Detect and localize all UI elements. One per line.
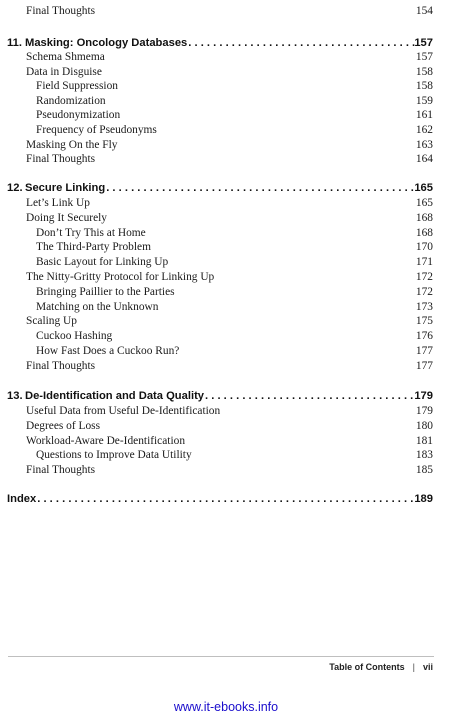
toc-entry-title: The Third-Party Problem (36, 241, 151, 254)
toc-entry-title: How Fast Does a Cuckoo Run? (36, 345, 180, 357)
toc-entry-title: Scaling Up (26, 315, 77, 328)
toc-entry-page: 189 (414, 493, 433, 505)
toc-entry[interactable] (0, 359, 452, 373)
site-link[interactable]: www.it-ebooks.info (173, 700, 279, 714)
toc-entry-page: 163 (415, 138, 433, 151)
toc-entry-page: 170 (415, 241, 433, 254)
toc-chapter[interactable] (0, 389, 452, 403)
chapter-title: Index (7, 493, 37, 505)
toc-entry[interactable] (0, 434, 452, 448)
toc-entry-title: Final Thoughts (26, 5, 96, 17)
chapter-title: Masking: Oncology Databases (25, 37, 188, 49)
page-footer (329, 662, 433, 672)
toc-entry[interactable] (0, 226, 452, 240)
toc-entry-page: 172 (415, 285, 433, 298)
toc-entry-page: 158 (415, 65, 433, 78)
toc-entry-page: 161 (415, 109, 433, 122)
dot-leader (106, 181, 416, 195)
toc-entry-title: Basic Layout for Linking Up (36, 256, 169, 269)
toc-entry-title: Questions to Improve Data Utility (36, 449, 192, 462)
toc-entry-page: 179 (415, 405, 433, 417)
toc-entry-title: Cuckoo Hashing (36, 330, 113, 343)
toc-entry-title: Frequency of Pseudonyms (36, 124, 157, 136)
toc-entry[interactable] (0, 240, 452, 254)
chapter-title: Secure Linking (25, 182, 106, 194)
toc-entry-title: Workload-Aware De-Identification (26, 434, 186, 447)
toc-entry-title: Let’s Link Up (26, 197, 90, 209)
toc-entry-page: 175 (415, 315, 433, 328)
footer-label: Table of Contents (329, 662, 405, 672)
toc-entry[interactable] (0, 211, 452, 225)
chapter-number: 12. (7, 182, 23, 194)
toc-chapter[interactable] (0, 36, 452, 50)
toc-entry-page: 162 (415, 124, 433, 136)
toc-entry-title: Bringing Paillier to the Parties (36, 285, 175, 298)
chapter-number: 11. (7, 37, 22, 49)
toc-entry-title: Pseudonymization (36, 109, 121, 122)
toc-entry-page: 159 (415, 94, 433, 107)
footer-separator: | (412, 662, 415, 672)
toc-entry-page: 154 (415, 5, 433, 17)
dot-leader (37, 492, 416, 506)
toc-entry-title: Masking On the Fly (26, 138, 118, 151)
toc-entry-page: 168 (415, 211, 433, 224)
chapter-title: De-Identification and Data Quality (25, 390, 205, 402)
toc-entry-title: Degrees of Loss (26, 419, 101, 432)
toc-entry-title: Randomization (36, 94, 106, 107)
toc-entry-title: Final Thoughts (26, 464, 96, 477)
toc-entry[interactable] (0, 329, 452, 343)
toc-entry-title: Final Thoughts (26, 153, 96, 166)
toc-entry-page: 157 (414, 37, 433, 49)
toc-entry[interactable] (0, 108, 452, 122)
toc-entry-page: 177 (415, 359, 433, 372)
toc-entry[interactable] (0, 255, 452, 269)
toc-entry-title: Don’t Try This at Home (36, 226, 146, 239)
toc-entry[interactable] (0, 300, 452, 314)
toc-entry-page: 179 (414, 390, 433, 402)
toc-entry-page: 171 (415, 256, 433, 269)
toc-entry-page: 173 (415, 300, 433, 313)
toc-entry[interactable] (0, 314, 452, 328)
toc-entry-page: 181 (415, 434, 433, 447)
toc-entry[interactable] (0, 344, 452, 358)
toc-entry-title: Doing It Securely (26, 211, 107, 224)
toc-entry[interactable] (0, 463, 452, 477)
toc-entry[interactable] (0, 419, 452, 433)
toc-entry-title: Matching on the Unknown (36, 300, 159, 313)
toc-entry-page: 158 (415, 80, 433, 93)
toc-entry-title: The Nitty-Gritty Protocol for Linking Up (26, 271, 215, 283)
toc-entry[interactable] (0, 50, 452, 64)
toc-entry[interactable] (0, 448, 452, 462)
toc-entry-title: Field Suppression (36, 80, 118, 93)
toc-entry-page: 164 (415, 153, 433, 166)
toc-entry[interactable] (0, 152, 452, 166)
toc-entry-title: Data in Disguise (26, 65, 102, 78)
toc-entry[interactable] (0, 196, 452, 210)
toc-entry-page: 183 (415, 449, 433, 462)
chapter-number: 13. (7, 390, 23, 402)
toc-entry-page: 168 (415, 226, 433, 239)
toc-chapter[interactable] (0, 181, 452, 195)
toc-entry-page: 165 (415, 197, 433, 209)
toc-entry[interactable] (0, 285, 452, 299)
toc-entry[interactable] (0, 94, 452, 108)
dot-leader (188, 36, 416, 50)
toc-entry[interactable] (0, 79, 452, 93)
toc-entry-page: 157 (415, 51, 433, 63)
toc-entry[interactable] (0, 138, 452, 152)
footer-divider (8, 656, 434, 657)
toc-entry-title: Useful Data from Useful De-Identification (26, 405, 221, 417)
toc-entry-title: Final Thoughts (26, 359, 96, 372)
toc-entry[interactable] (0, 65, 452, 79)
toc-entry-page: 172 (415, 271, 433, 283)
toc-entry[interactable] (0, 4, 452, 18)
dot-leader (205, 389, 416, 403)
toc-entry[interactable] (0, 404, 452, 418)
toc-chapter[interactable] (0, 492, 452, 506)
toc-entry-page: 177 (415, 345, 433, 357)
toc-entry-page: 176 (415, 330, 433, 343)
toc-entry-page: 165 (414, 182, 433, 194)
toc-entry[interactable] (0, 123, 452, 137)
toc-entry[interactable] (0, 270, 452, 284)
toc-entry-title: Schema Shmema (26, 51, 105, 63)
footer-page-number: vii (422, 662, 433, 672)
toc-entry-page: 185 (415, 464, 433, 477)
toc-entry-page: 180 (415, 419, 433, 432)
